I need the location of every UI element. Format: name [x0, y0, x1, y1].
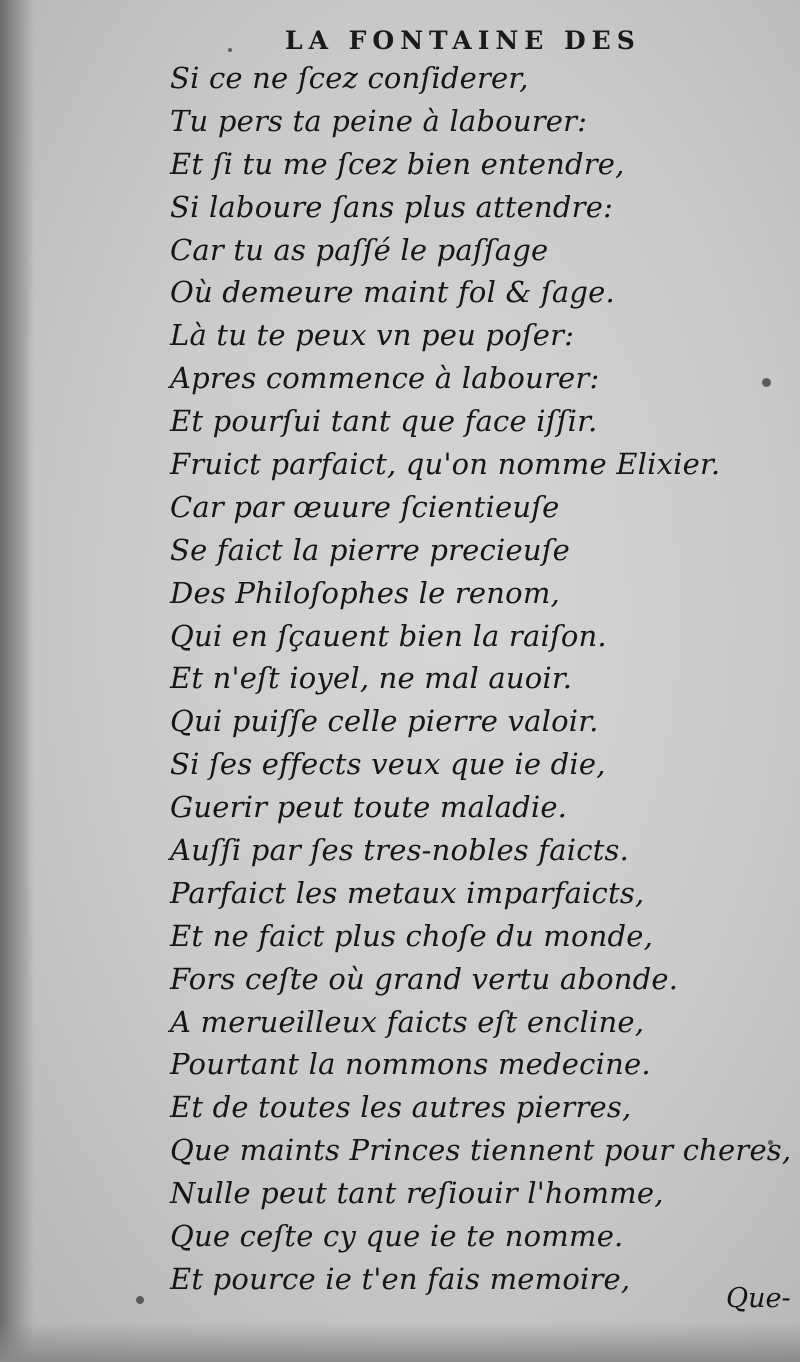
- verse-line: Qui puiſſe celle pierre valoir.: [170, 704, 599, 739]
- verse-line: Et ne faict plus choſe du monde,: [170, 918, 654, 953]
- paper-spot: [136, 1296, 144, 1304]
- verse-line: Si ſes effects veux que ie die,: [170, 747, 606, 782]
- verse-line: Là tu te peux vn peu poſer:: [170, 318, 575, 353]
- verse-block: [170, 57, 791, 1301]
- verse-line: Que ceſte cy que ie te nomme.: [170, 1219, 624, 1254]
- verse-line: Parfaict les metaux imparfaicts,: [170, 875, 645, 910]
- verse-line: Car par œuure ſcientieuſe: [170, 489, 560, 524]
- page-bottom-shadow: [0, 1322, 800, 1362]
- verse-line: Pourtant la nommons medecine.: [170, 1047, 651, 1082]
- verse-line: Et ſi tu me ſcez bien entendre,: [170, 146, 625, 181]
- verse-line: Qui en ſçauent bien la raiſon.: [170, 618, 607, 653]
- verse-line: Tu pers ta peine à labourer:: [170, 103, 588, 138]
- verse-line: Où demeure maint fol & ſage.: [170, 275, 615, 310]
- verse-line: Nulle peut tant reſiouir l'homme,: [170, 1176, 664, 1211]
- verse-line: Fors ceſte où grand vertu abonde.: [170, 961, 679, 996]
- verse-line: Des Philoſophes le renom,: [170, 575, 560, 610]
- verse-line: Que maints Princes tiennent pour cheres,: [170, 1133, 792, 1168]
- verse-line: Et n'eſt ioyel, ne mal auoir.: [170, 661, 573, 696]
- verse-line: Si ce ne ſcez conſiderer,: [170, 61, 529, 95]
- verse-line: Apres commence à labourer:: [170, 361, 600, 396]
- verse-line: Et pourſui tant que face iſſir.: [170, 404, 598, 439]
- running-head: LA FONTAINE DES: [285, 26, 641, 55]
- verse-line: Et de toutes les autres pierres,: [170, 1090, 632, 1125]
- verse-line: Auſſi par ſes tres-nobles faicts.: [170, 833, 630, 868]
- verse-line: A merueilleux faicts eſt encline,: [170, 1004, 645, 1039]
- verse-line: Si laboure ſans plus attendre:: [170, 189, 614, 224]
- paper-spot: [228, 48, 232, 52]
- verse-line: Car tu as paſſé le paſſage: [170, 232, 549, 267]
- verse-line: Se faict la pierre precieuſe: [170, 532, 570, 567]
- verse-line: Et pource ie t'en fais memoire,: [170, 1261, 631, 1296]
- verse-line: Fruict parfaict, qu'on nomme Elixier.: [170, 447, 721, 482]
- catchword: Que-: [726, 1283, 791, 1314]
- verse-line: Guerir peut toute maladie.: [170, 790, 568, 825]
- page-gutter-shadow: [0, 0, 34, 1362]
